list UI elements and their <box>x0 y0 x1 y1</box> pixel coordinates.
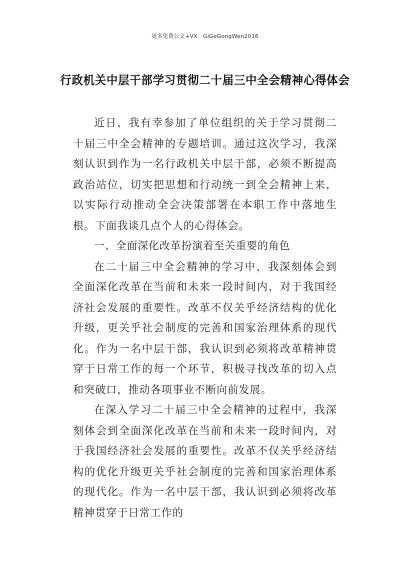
paragraph-section-1-a: 在二十届三中全会精神的学习中，我深刻体会到全面深化改革在当前和未来一段时间内，对于我国经济社会发展的重要性。改革不仅关乎经济结构的优化升级，更关乎社会制度的完善和国家治理体系的现代化。作为一名中层干部，我认识到必须将改革精神贯穿于日常工作的每一个环节，积极寻找改革的切入点和突破口，推动各项事业不断向前发展。 <box>73 260 337 396</box>
header-note: 更多免费公文+VX：GiGeGongWen2016 <box>151 34 259 40</box>
section-heading-1: 一、全面深化改革扮演着至关重要的角色 <box>94 240 291 252</box>
paragraph-section-1-b: 在深入学习二十届三中全会精神的过程中，我深刻体会到全面深化改革在当前和未来一段时间内，对于我国经济社会发展的重要性。改革不仅关乎经济结构的优化升级更关乎社会制度的完善和国家治理体系的现代化。作为一名中层干部，我认识到必须将改革精神贯穿于日常工作的 <box>73 404 337 519</box>
paragraph-intro: 近日，我有幸参加了单位组织的关于学习贯彻二十届三中全会精神的专题培训。通过这次学习，我深刻认识到作为一名行政机关中层干部，必须不断提高政治站位，切实把思想和行动统一到全会精神上来，以实际行动推动全会决策部署在本职工作中落地生根。下面我谈几点个人的心得体会。 <box>73 117 337 232</box>
document-title: 行政机关中层干部学习贯彻二十届三中全会精神心得体会 <box>60 74 350 87</box>
document-body <box>73 113 337 523</box>
